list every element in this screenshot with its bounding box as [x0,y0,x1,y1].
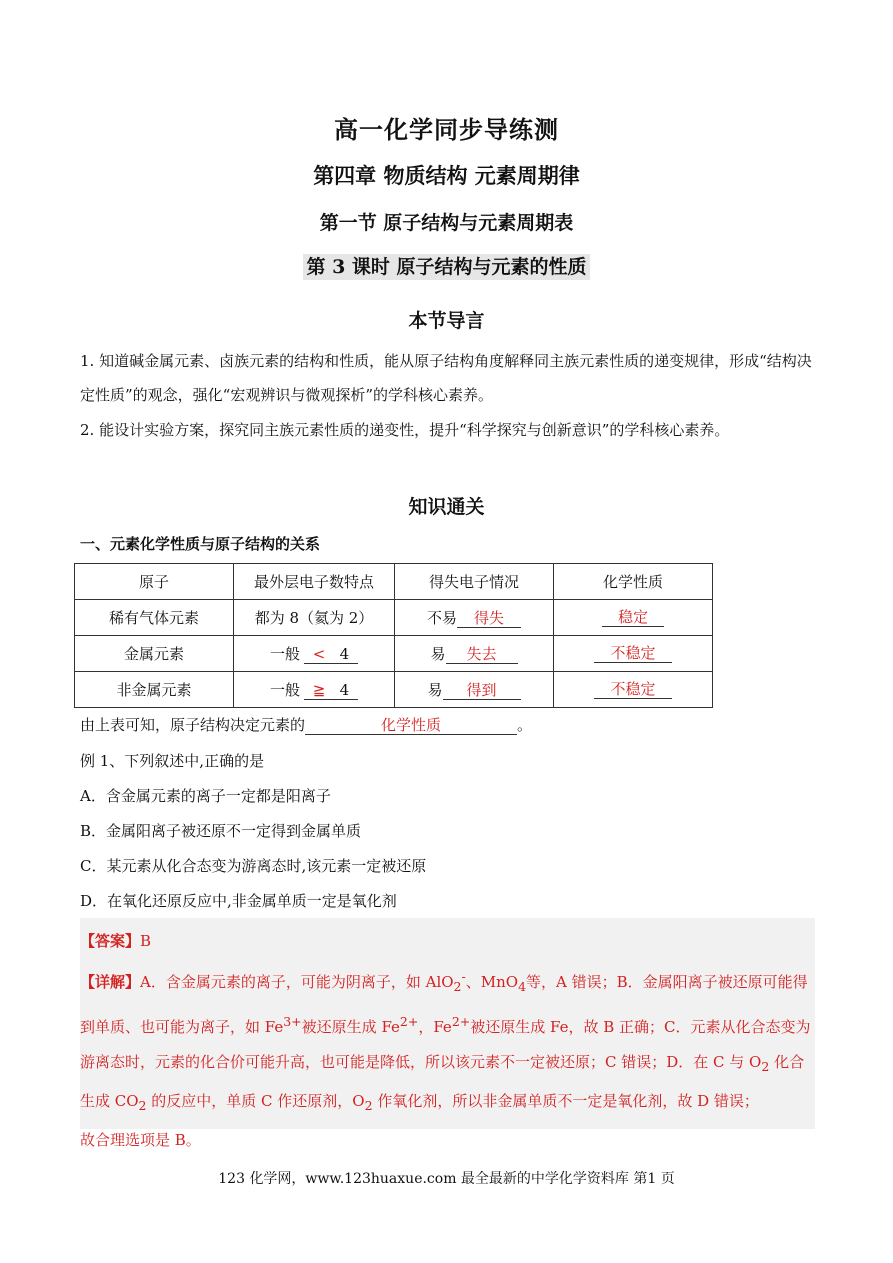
property-cell [554,600,713,636]
intro-item-1: 1. 知道碱金属元素、卤族元素的结构和性质，能从原子结构角度解释同主族元素性质的递变规律，形成“结构决定性质”的观念，强化“宏观辨识与微观探析”的学科核心素养。 [80,352,812,404]
table-row [75,636,713,672]
intro-heading: 本节导言 [408,310,485,332]
answer-detail: 【详解】A．含金属元素的离子，可能为阴离子，如 AlO$_2$-、MnO$_4$等，A 错误；B．金属阳离子被还原可能得到单质、也可能为离子，如 $Fe^{3+}$被还原生成 $Fe^{2+}$，$Fe^{2+}$被还原生成 Fe，故 B 正确；C．元素从化合态变为游离态时，元素的化合价可能升高，也可能是降低，所以该元素不一定被还原；C 错误；D．在 C 与 $O_2$ 化合生成 $CO_2$ 的反应中，单质 C 作还原剂，$O_2$ 作氧化剂，所以非金属单质不一定是氧化剂，故 D 错误； 故合理选项是 B。 [80,969,811,1149]
outer-electrons-cell: 一般 < 4 [234,636,395,672]
answer-blank: ≧ 4 [304,681,358,700]
option-b: B．金属阳离子被还原不一定得到金属单质 [80,822,362,840]
property-cell [554,636,713,672]
row-name: 稀有气体元素 [75,600,234,636]
knowledge-heading: 知识通关 [408,496,485,518]
answer-blank: 失去 [446,645,518,664]
page-footer: 123 化学网，www.123huaxue.com 最全最新的中学化学资料库 第1 页 [218,1171,675,1187]
option-d: D．在氧化还原反应中,非金属单质一定是氧化剂 [80,892,397,910]
answer-text [80,924,815,1158]
property-cell [554,672,713,708]
row-name: 金属元素 [75,636,234,672]
option-a: A．含金属元素的离子一定都是阳离子 [80,787,331,805]
answer-blank: 得到 [443,681,521,700]
answer-line: 【答案】B [80,932,152,950]
outer-electrons-cell: 都为 8（氦为 2） [234,600,395,636]
conclusion-line: 由上表可知，原子结构决定元素的 化学性质 。 [80,716,533,734]
table-header: 最外层电子数特点 [234,564,395,600]
section-title: 第一节 原子结构与元素周期表 [319,212,574,234]
lesson-title: 第 3 课时 原子结构与元素的性质 [0,252,893,279]
answer-blank: 稳定 [602,608,664,627]
doc-title: 高一化学同步导练测 [334,115,559,144]
outer-electrons-cell: 一般 ≧ 4 [234,672,395,708]
answer-blank: 不稳定 [594,680,672,699]
example-stem: 例 1、下列叙述中,正确的是 [80,752,265,770]
table-row [75,600,713,636]
chapter-title: 第四章 物质结构 元素周期律 [313,163,580,188]
table-header: 化学性质 [554,564,713,600]
section-1-heading: 一、元素化学性质与原子结构的关系 [80,535,321,553]
intro-item-2: 2. 能设计实验方案，探究同主族元素性质的递变性，提升“科学探究与创新意识”的学科核心素养。 [80,421,730,439]
answer-blank: 不稳定 [594,644,672,663]
table-header: 得失电子情况 [395,564,554,600]
answer-box [80,918,815,1149]
option-c: C．某元素从化合态变为游离态时,该元素一定被还原 [80,857,427,875]
table-header-row [75,564,713,600]
answer-blank: 化学性质 [305,716,517,735]
answer-blank: 得失 [457,609,521,628]
element-property-table [74,563,713,708]
answer-blank: < 4 [304,645,358,664]
row-name: 非金属元素 [75,672,234,708]
table-header: 原子 [75,564,234,600]
table-row [75,672,713,708]
gain-lose-cell: 易 得到 [395,672,554,708]
gain-lose-cell: 不易 得失 [395,600,554,636]
gain-lose-cell: 易 失去 [395,636,554,672]
